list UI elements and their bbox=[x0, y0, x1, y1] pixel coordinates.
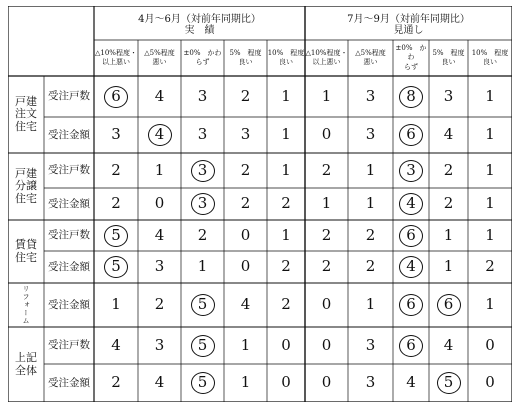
table-cell bbox=[94, 220, 138, 251]
table-cell bbox=[138, 76, 181, 117]
cell-value: 3 bbox=[365, 335, 376, 354]
cell-value: 1 bbox=[240, 335, 251, 354]
cell-value: 0 bbox=[281, 335, 291, 354]
circled-value bbox=[148, 124, 172, 146]
cell-value: 5 bbox=[197, 335, 208, 354]
cell-value: 1 bbox=[485, 125, 495, 144]
table-cell bbox=[305, 188, 348, 220]
column-header-line: △10%程度・ bbox=[305, 48, 348, 57]
cell-value: 3 bbox=[443, 86, 454, 105]
cell-value: 3 bbox=[197, 86, 208, 105]
column-header bbox=[348, 40, 393, 76]
cell-value: 2 bbox=[240, 194, 251, 213]
circled-value bbox=[191, 294, 215, 316]
cell-value: 1 bbox=[485, 86, 495, 105]
period2-header bbox=[305, 10, 512, 40]
cell-value: 3 bbox=[365, 125, 376, 144]
row-label-text: 受注金額 bbox=[48, 376, 90, 389]
cell-value: 4 bbox=[406, 194, 416, 213]
column-header-line: 悪い bbox=[152, 58, 167, 66]
circled-value bbox=[399, 225, 423, 247]
table-cell bbox=[429, 188, 468, 220]
cell-value: 0 bbox=[485, 335, 495, 354]
table-cell bbox=[468, 153, 512, 188]
period2-subtitle: 見通し bbox=[393, 25, 424, 36]
category-label bbox=[8, 220, 44, 283]
table-cell bbox=[348, 117, 393, 153]
table-cell bbox=[468, 188, 512, 220]
period2-title: 7月～9月（対前年同期比） bbox=[347, 13, 470, 25]
table-cell bbox=[94, 188, 138, 220]
table-cell bbox=[348, 283, 393, 327]
column-header-line: 以上悪い bbox=[102, 58, 130, 66]
cell-value: 4 bbox=[443, 335, 454, 354]
cell-value: 2 bbox=[365, 257, 376, 276]
cell-value: 5 bbox=[111, 225, 121, 244]
table-cell bbox=[468, 251, 512, 283]
table-cell bbox=[138, 364, 181, 402]
table-cell bbox=[138, 188, 181, 220]
table-cell bbox=[348, 76, 393, 117]
table-cell bbox=[305, 153, 348, 188]
circled-value bbox=[191, 160, 215, 182]
cell-value: 1 bbox=[485, 225, 495, 244]
cell-value: 0 bbox=[281, 373, 291, 392]
column-header bbox=[429, 40, 468, 76]
circled-value bbox=[191, 335, 215, 357]
period1-title: 4月～6月（対前年同期比） bbox=[138, 13, 261, 25]
table-cell bbox=[305, 364, 348, 402]
column-header-line: △5%程度 bbox=[144, 48, 175, 57]
table-cell bbox=[94, 364, 138, 402]
table-cell bbox=[468, 364, 512, 402]
category-label-line: 分譲 bbox=[15, 179, 37, 193]
category-label-line: 全体 bbox=[15, 363, 37, 377]
table-cell bbox=[468, 220, 512, 251]
row-label bbox=[44, 327, 94, 364]
category-label-line: 注文 bbox=[15, 107, 37, 121]
table-cell bbox=[393, 117, 429, 153]
cell-value: 8 bbox=[406, 86, 416, 105]
cell-value: 2 bbox=[197, 225, 208, 244]
cell-value: 1 bbox=[485, 295, 495, 314]
column-header bbox=[393, 40, 429, 76]
category-label-line: 戸建 bbox=[15, 94, 37, 108]
category-label-line: 戸建 bbox=[15, 166, 37, 180]
table-cell bbox=[393, 327, 429, 364]
row-label bbox=[44, 220, 94, 251]
circled-value bbox=[191, 193, 215, 215]
row-label-text: 受注金額 bbox=[48, 260, 90, 273]
table-cell bbox=[305, 117, 348, 153]
row-label-text: 受注戸数 bbox=[48, 339, 90, 352]
survey-table bbox=[8, 6, 512, 402]
table-cell bbox=[224, 364, 267, 402]
cell-value: 3 bbox=[197, 194, 208, 213]
column-header-line: 良い bbox=[441, 58, 456, 66]
column-header-line: ±0% かわ bbox=[183, 48, 222, 57]
column-header bbox=[94, 40, 138, 76]
table-cell bbox=[181, 283, 224, 327]
table-cell bbox=[348, 327, 393, 364]
cell-value: 1 bbox=[365, 295, 376, 314]
cell-value: 2 bbox=[365, 225, 376, 244]
table-cell bbox=[267, 76, 305, 117]
category-label bbox=[8, 327, 44, 402]
category-label-line: 上記 bbox=[15, 350, 37, 364]
cell-value: 3 bbox=[197, 160, 208, 179]
table-cell bbox=[94, 76, 138, 117]
table-cell bbox=[224, 220, 267, 251]
column-header-line: 5% 程度 bbox=[432, 48, 465, 57]
table-cell bbox=[267, 117, 305, 153]
table-cell bbox=[348, 251, 393, 283]
cell-value: 2 bbox=[485, 257, 495, 276]
row-label-text: 受注金額 bbox=[48, 128, 90, 141]
table-cell bbox=[138, 220, 181, 251]
circled-value bbox=[191, 372, 215, 394]
cell-value: 6 bbox=[406, 125, 416, 144]
row-label bbox=[44, 76, 94, 117]
table-cell bbox=[429, 327, 468, 364]
cell-value: 0 bbox=[321, 125, 332, 144]
circled-value bbox=[399, 193, 423, 215]
row-label bbox=[44, 283, 94, 327]
circled-value bbox=[399, 124, 423, 146]
circled-value bbox=[104, 86, 128, 108]
circled-value bbox=[399, 86, 423, 108]
row-label bbox=[44, 188, 94, 220]
cell-value: 6 bbox=[111, 86, 121, 105]
table-cell bbox=[429, 364, 468, 402]
column-header-line: 以上悪い bbox=[312, 58, 341, 66]
row-label-text: 受注戸数 bbox=[48, 90, 90, 103]
column-header-line: ±0% かわ bbox=[395, 43, 427, 62]
table-cell bbox=[181, 117, 224, 153]
circled-value bbox=[104, 225, 128, 247]
cell-value: 3 bbox=[240, 125, 251, 144]
table-cell bbox=[267, 364, 305, 402]
cell-value: 1 bbox=[485, 194, 495, 213]
cell-value: 0 bbox=[321, 295, 332, 314]
cell-value: 3 bbox=[365, 86, 376, 105]
cell-value: 1 bbox=[197, 257, 208, 276]
cell-value: 3 bbox=[154, 257, 165, 276]
category-label-line: リフォーム bbox=[22, 285, 31, 325]
table-cell bbox=[305, 283, 348, 327]
cell-value: 5 bbox=[111, 257, 121, 276]
cell-value: 0 bbox=[321, 373, 332, 392]
column-header-line: 10% 程度 bbox=[267, 48, 305, 57]
column-header-line: 悪い bbox=[363, 58, 378, 66]
cell-value: 2 bbox=[240, 86, 251, 105]
cell-value: 3 bbox=[197, 125, 208, 144]
cell-value: 0 bbox=[154, 194, 165, 213]
table-cell bbox=[94, 251, 138, 283]
column-header bbox=[224, 40, 267, 76]
cell-value: 1 bbox=[365, 160, 376, 179]
cell-value: 1 bbox=[443, 225, 454, 244]
cell-value: 5 bbox=[197, 373, 208, 392]
table-cell bbox=[181, 76, 224, 117]
table-cell bbox=[393, 153, 429, 188]
cell-value: 0 bbox=[240, 257, 251, 276]
row-label bbox=[44, 364, 94, 402]
category-label-line: 賃貸 bbox=[15, 237, 37, 251]
table-cell bbox=[393, 364, 429, 402]
table-cell bbox=[429, 251, 468, 283]
cell-value: 2 bbox=[321, 257, 332, 276]
table-cell bbox=[94, 327, 138, 364]
table-cell bbox=[267, 251, 305, 283]
table-cell bbox=[138, 117, 181, 153]
table-cell bbox=[348, 220, 393, 251]
table-cell bbox=[468, 117, 512, 153]
table-cell bbox=[305, 220, 348, 251]
table-cell bbox=[393, 220, 429, 251]
table-cell bbox=[181, 220, 224, 251]
circled-value bbox=[437, 294, 461, 316]
column-header-line: 5% 程度 bbox=[229, 48, 262, 57]
cell-value: 2 bbox=[111, 373, 121, 392]
table-cell bbox=[138, 283, 181, 327]
cell-value: 2 bbox=[281, 257, 291, 276]
table-cell bbox=[429, 117, 468, 153]
column-header-line: △5%程度 bbox=[355, 48, 386, 57]
table-cell bbox=[305, 76, 348, 117]
cell-value: 2 bbox=[281, 295, 291, 314]
cell-value: 4 bbox=[406, 257, 416, 276]
cell-value: 3 bbox=[111, 125, 121, 144]
cell-value: 1 bbox=[281, 86, 291, 105]
table-cell bbox=[224, 327, 267, 364]
table-cell bbox=[393, 76, 429, 117]
table-cell bbox=[429, 220, 468, 251]
column-header-line: らず bbox=[195, 58, 210, 66]
cell-value: 2 bbox=[240, 160, 251, 179]
column-header bbox=[181, 40, 224, 76]
cell-value: 4 bbox=[154, 225, 165, 244]
table-cell bbox=[305, 251, 348, 283]
column-header bbox=[138, 40, 181, 76]
cell-value: 5 bbox=[197, 295, 208, 314]
row-label bbox=[44, 153, 94, 188]
cell-value: 4 bbox=[111, 335, 121, 354]
cell-value: 1 bbox=[154, 160, 165, 179]
category-label-line: 住宅 bbox=[15, 191, 37, 205]
table-cell bbox=[138, 327, 181, 364]
column-header-line: らず bbox=[404, 62, 418, 71]
category-label bbox=[8, 283, 44, 327]
cell-value: 1 bbox=[281, 125, 291, 144]
table-cell bbox=[267, 188, 305, 220]
cell-value: 1 bbox=[281, 225, 291, 244]
category-label-line: 住宅 bbox=[15, 119, 37, 133]
table-cell bbox=[94, 153, 138, 188]
table-cell bbox=[224, 251, 267, 283]
table-cell bbox=[468, 283, 512, 327]
period1-subtitle: 実 績 bbox=[184, 25, 215, 36]
cell-value: 4 bbox=[406, 373, 416, 392]
cell-value: 6 bbox=[406, 295, 416, 314]
table-cell bbox=[94, 283, 138, 327]
cell-value: 6 bbox=[443, 295, 454, 314]
cell-value: 0 bbox=[485, 373, 495, 392]
cell-value: 6 bbox=[406, 225, 416, 244]
table-cell bbox=[181, 153, 224, 188]
circled-value bbox=[437, 372, 461, 394]
cell-value: 4 bbox=[443, 125, 454, 144]
table-cell bbox=[138, 153, 181, 188]
column-header bbox=[305, 40, 348, 76]
table-cell bbox=[224, 76, 267, 117]
cell-value: 2 bbox=[443, 194, 454, 213]
cell-value: 3 bbox=[154, 335, 165, 354]
column-header bbox=[267, 40, 305, 76]
row-label bbox=[44, 117, 94, 153]
table-cell bbox=[468, 327, 512, 364]
table-cell bbox=[181, 251, 224, 283]
cell-value: 1 bbox=[443, 257, 454, 276]
category-label bbox=[8, 153, 44, 220]
table-cell bbox=[138, 251, 181, 283]
table-cell bbox=[224, 117, 267, 153]
cell-value: 2 bbox=[321, 160, 332, 179]
row-label-text: 受注金額 bbox=[48, 197, 90, 210]
category-label-line: 住宅 bbox=[15, 250, 37, 264]
cell-value: 1 bbox=[281, 160, 291, 179]
table-cell bbox=[181, 327, 224, 364]
table-cell bbox=[267, 220, 305, 251]
cell-value: 0 bbox=[240, 225, 251, 244]
table-cell bbox=[224, 188, 267, 220]
cell-value: 2 bbox=[321, 225, 332, 244]
table-cell bbox=[393, 283, 429, 327]
circled-value bbox=[104, 256, 128, 278]
row-label bbox=[44, 251, 94, 283]
cell-value: 1 bbox=[111, 295, 121, 314]
circled-value bbox=[399, 335, 423, 357]
cell-value: 0 bbox=[321, 335, 332, 354]
table-cell bbox=[348, 153, 393, 188]
table-cell bbox=[468, 76, 512, 117]
cell-value: 4 bbox=[154, 86, 165, 105]
table-cell bbox=[94, 117, 138, 153]
circled-value bbox=[399, 160, 423, 182]
table-cell bbox=[429, 283, 468, 327]
cell-value: 1 bbox=[485, 160, 495, 179]
table-cell bbox=[393, 251, 429, 283]
column-header bbox=[468, 40, 512, 76]
table-cell bbox=[224, 153, 267, 188]
circled-value bbox=[399, 294, 423, 316]
cell-value: 2 bbox=[111, 194, 121, 213]
table-cell bbox=[429, 153, 468, 188]
cell-value: 4 bbox=[154, 125, 165, 144]
table-cell bbox=[267, 327, 305, 364]
cell-value: 1 bbox=[240, 373, 251, 392]
table-cell bbox=[224, 283, 267, 327]
row-label-text: 受注金額 bbox=[48, 298, 90, 311]
column-header-line: 良い bbox=[483, 58, 497, 66]
table-cell bbox=[429, 76, 468, 117]
table-cell bbox=[348, 188, 393, 220]
column-header-line: 良い bbox=[279, 58, 293, 66]
column-header-line: 良い bbox=[238, 58, 253, 66]
cell-value: 3 bbox=[406, 160, 416, 179]
cell-value: 4 bbox=[154, 373, 165, 392]
row-label-text: 受注戸数 bbox=[48, 164, 90, 177]
table-cell bbox=[348, 364, 393, 402]
cell-value: 3 bbox=[365, 373, 376, 392]
column-header-line: △10%程度・ bbox=[95, 48, 137, 57]
table-cell bbox=[181, 364, 224, 402]
row-label-text: 受注戸数 bbox=[48, 229, 90, 242]
cell-value: 2 bbox=[443, 160, 454, 179]
cell-value: 4 bbox=[240, 295, 251, 314]
cell-value: 2 bbox=[111, 160, 121, 179]
circled-value bbox=[399, 256, 423, 278]
table-cell bbox=[267, 153, 305, 188]
table-cell bbox=[267, 283, 305, 327]
column-header-line: 10% 程度 bbox=[471, 48, 509, 57]
table-cell bbox=[305, 327, 348, 364]
cell-value: 2 bbox=[154, 295, 165, 314]
period1-header bbox=[94, 10, 305, 40]
cell-value: 6 bbox=[406, 335, 416, 354]
cell-value: 1 bbox=[321, 194, 332, 213]
table-cell bbox=[393, 188, 429, 220]
cell-value: 2 bbox=[281, 194, 291, 213]
cell-value: 1 bbox=[321, 86, 332, 105]
cell-value: 1 bbox=[365, 194, 376, 213]
cell-value: 5 bbox=[443, 373, 454, 392]
category-label bbox=[8, 76, 44, 153]
table-cell bbox=[181, 188, 224, 220]
